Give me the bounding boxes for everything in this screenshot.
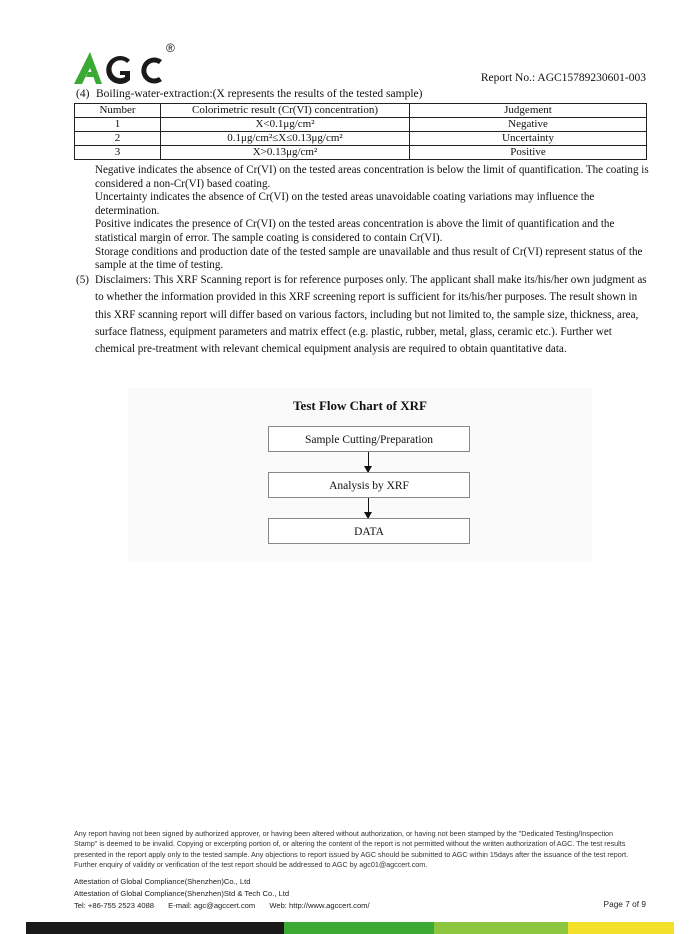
flow-step-analysis: Analysis by XRF — [268, 472, 470, 498]
judgement-notes — [95, 164, 650, 273]
phone-number: Tel: +86-755 2523 4088 — [74, 901, 155, 910]
header-number: Number — [75, 104, 161, 118]
website-link[interactable]: Web: http://www.agccert.com/ — [269, 901, 370, 910]
note-negative: Negative indicates the absence of Cr(VI) on the tested areas concentration is below the limit of quantification. The coating is considered a non-Cr(VI) based coating. — [95, 164, 649, 190]
cell-number: 1 — [75, 118, 161, 132]
section-4-title: Boiling-water-extraction:(X represents the results of the tested sample) — [96, 88, 423, 100]
section-4-number: (4) — [76, 88, 90, 100]
email-address: E-mail: agc@agccert.com — [168, 901, 256, 910]
section-5-number: (5) — [76, 274, 89, 286]
stripe-segment — [26, 922, 284, 934]
agc-logo — [72, 41, 180, 90]
stripe-segment — [434, 922, 568, 934]
table-header-row — [75, 104, 647, 118]
flow-arrow-icon — [368, 452, 369, 472]
cell-judgement: Negative — [410, 118, 647, 132]
flow-chart-title: Test Flow Chart of XRF — [293, 398, 427, 413]
footer-note-line: presented in the report apply only to the tested sample. Any objections to report issued by AGC should be submitted to AGC within 15days after the issuance of the test report. — [74, 849, 629, 859]
xrf-flow-chart — [128, 388, 592, 562]
cell-number: 3 — [75, 146, 161, 160]
note-storage: Storage conditions and production date of the tested sample are unavailable and thus result of Cr(VI) represent status of the sample at the time of testing. — [95, 245, 643, 272]
disclaimer-text: Disclaimers: This XRF Scanning report is for reference purposes only. The applicant shall make its/his/her own judgment as to whether the information provided in this XRF screening report is sufficient for its/his/her purposes. The result shown in this XRF scanning report will differ based on various factors, including but not limited to, the sample size, thickness, area, surface flatness, equipment parameters and matrix effect (e.g. plastic, rubber, metal, glass, ceramic etc.). Further wet chemical pre-treatment with relevant chemical equipment analysis are required to obtain quantitative data. — [95, 274, 647, 356]
note-uncertainty: Uncertainty indicates the absence of Cr(VI) on the tested areas unavoidable coating variations may influence the determination. — [95, 191, 595, 217]
cell-result: X>0.13μg/cm² — [161, 146, 410, 160]
footer-note-line: Any report having not been signed by authorized approver, or having been altered without authorization, or having not been stamped by the "Dedicated Testing/Inspection — [74, 829, 614, 838]
footer-note-line: Stamp" is deemed to be invalid. Copying or excerpting portion of, or altering the content of the report is not permitted without the written authorization of AGC. The test results — [74, 839, 626, 849]
table-row — [75, 132, 647, 146]
header-judgement: Judgement — [410, 104, 647, 118]
flow-arrow-icon — [368, 498, 369, 518]
company-name-2: Attestation of Global Compliance(Shenzhen)Std & Tech Co., Ltd — [74, 889, 290, 898]
stripe-segment — [568, 922, 674, 934]
disclaimer-section — [76, 272, 650, 358]
cell-result: X<0.1μg/cm² — [161, 118, 410, 132]
table-row — [75, 146, 647, 160]
footer-company-info — [74, 876, 654, 912]
header-colorimetric-result: Colorimetric result (Cr(VI) concentration) — [161, 104, 410, 118]
cell-number: 2 — [75, 132, 161, 146]
flow-step-sample-preparation: Sample Cutting/Preparation — [268, 426, 470, 452]
footer-legal-note — [74, 829, 654, 870]
agc-logo-graphic — [72, 44, 180, 90]
cell-judgement: Positive — [410, 146, 647, 160]
flow-step-data: DATA — [268, 518, 470, 544]
report-number: Report No.: AGC15789230601-003 — [480, 72, 646, 84]
contact-line — [74, 900, 654, 912]
page-number: Page 7 of 9 — [603, 899, 646, 909]
note-positive: Positive indicates the presence of Cr(VI) on the tested areas concentration is above the limit of quantification and the statistical margin of error. The sample coating is considered to contain Cr(VI). — [95, 218, 615, 244]
company-name-1: Attestation of Global Compliance(Shenzhen)Co., Ltd — [74, 877, 251, 886]
footer-color-stripe — [26, 922, 674, 934]
colorimetric-result-table — [74, 103, 647, 160]
cell-judgement: Uncertainty — [410, 132, 647, 146]
registered-mark: ® — [166, 41, 175, 55]
cell-result: 0.1μg/cm²≤X≤0.13μg/cm² — [161, 132, 410, 146]
stripe-segment — [284, 922, 434, 934]
table-row — [75, 118, 647, 132]
footer-note-line: Further enquiry of validity or verification of the test report should be addressed to AGC by agc01@agccert.com. — [74, 859, 428, 869]
section-4-heading — [76, 88, 422, 100]
